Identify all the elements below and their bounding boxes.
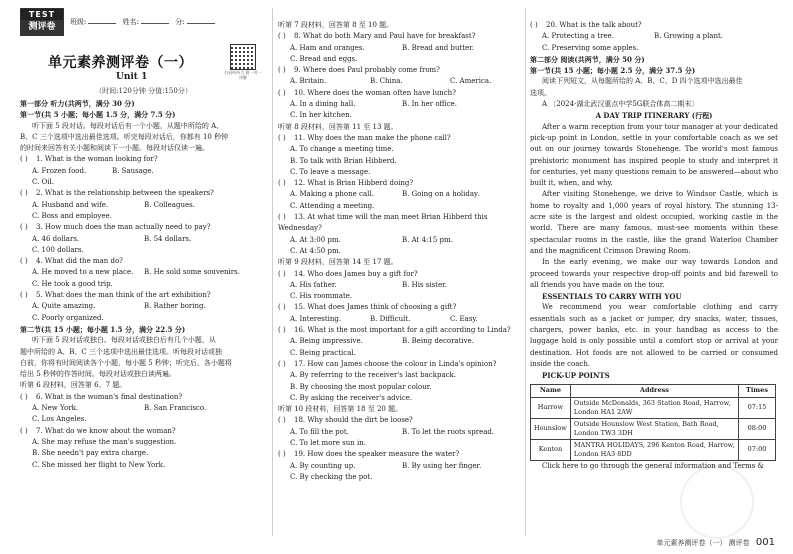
- instruction-line: 阅读下列短文，从每题所给的 A、B、C、D 四个选项中选出最佳: [542, 77, 743, 86]
- options-row: [278, 246, 520, 257]
- title-block: [20, 36, 267, 80]
- options-row: [278, 76, 520, 87]
- option-c: C. In her kitchen.: [290, 111, 352, 120]
- row-name: Kenton: [531, 439, 571, 460]
- option-a: A. In a dining hall.: [290, 100, 356, 109]
- option-c: C. Bread and eggs.: [290, 54, 358, 63]
- answer-bracket[interactable]: ( ): [20, 291, 28, 300]
- row-name: Hounslow: [531, 418, 571, 439]
- option-a: A. His father.: [290, 280, 337, 289]
- option-c: C. America.: [450, 77, 492, 86]
- question-text: 9. Where does Paul probably come from?: [294, 66, 440, 75]
- answer-bracket[interactable]: ( ): [20, 223, 28, 232]
- score-label: 分:: [175, 18, 185, 26]
- options-row: [20, 234, 267, 245]
- option-a: A. 46 dollars.: [32, 234, 80, 243]
- options-row: [278, 461, 520, 472]
- option-c: C. His roommate.: [290, 292, 353, 301]
- instruction-line: 白前，你将有时间阅读各个小题，每小题 5 秒钟；听完后，各小题将: [20, 358, 232, 367]
- question-13: [278, 212, 520, 223]
- option-c: C. Poorly organized.: [32, 313, 104, 322]
- options-row: [20, 301, 267, 312]
- essentials-paragraph: We recommend you wear comfortable clothing and carry essentials such as a jacket or jumper, dry snacks, water, tissues, chargers, power banks, etc. in your handbag as access to the luggage hold is only possible until a comfort stop or arrival at your destination. Hot foods are not allowed to be carried or consumed inside the coach.: [530, 303, 778, 368]
- option-b: B. To let the roots spread.: [402, 427, 495, 436]
- page-footer: [656, 537, 775, 548]
- question-1: [20, 154, 267, 165]
- question-3: [20, 222, 267, 233]
- name-blank[interactable]: [141, 23, 169, 24]
- option-b: B. In her office.: [402, 100, 458, 109]
- question-text: 19. How does the speaker measure the water?: [294, 450, 460, 459]
- option-c: C. Easy.: [450, 314, 478, 323]
- pickup-heading: PICK-UP POINTS: [542, 371, 610, 381]
- options-row: [20, 166, 267, 177]
- row-name: Harrow: [531, 397, 571, 418]
- pickup-table: [530, 384, 776, 461]
- option-b: B. By using her finger.: [402, 461, 482, 470]
- question-text: 6. What is the woman's final destination?: [36, 392, 183, 401]
- options-row: [278, 99, 520, 110]
- page-title: 单元素养测评卷（一）: [48, 55, 193, 71]
- option-c: C. He took a good trip.: [32, 279, 113, 288]
- answer-bracket[interactable]: ( ): [278, 66, 286, 75]
- question-text: 13. At what time will the man meet Brian Hibberd this: [294, 213, 488, 222]
- option-c: C. Boss and employee.: [32, 211, 112, 220]
- question-text: 3. How much does the man actually need to pay?: [36, 223, 211, 232]
- column-3: [530, 20, 778, 472]
- option-a: A. Making a phone call.: [290, 190, 374, 199]
- question-text: 8. What do both Mary and Paul have for breakfast?: [294, 32, 476, 41]
- option-a: A. By referring to the receiver's last backpack.: [290, 371, 457, 380]
- option-a: A. New York.: [32, 404, 79, 413]
- passage-paragraph: After a warm reception from your tour manager at your dedicated pick-up point in London, settle in your comfortable coach as we set out on our journey towards Stonehenge. The world's most famous prehistoric monument has inspired people to study and interpret it for centuries, yet many questions remain to be answered—about who built it, when, and why.: [530, 122, 778, 188]
- options-row: [278, 189, 520, 200]
- question-17: [278, 359, 520, 370]
- question-6: [20, 392, 267, 403]
- option-b: B. At 4:15 pm.: [402, 235, 453, 244]
- answer-bracket[interactable]: ( ): [20, 392, 28, 401]
- row-address: Outside McDonalds, 363 Station Road, Harrow, London HA1 2AW: [570, 397, 738, 418]
- option-c: C. Attending a meeting.: [290, 201, 375, 210]
- option-b: B. By choosing the most popular colour.: [290, 382, 432, 391]
- unit-label: Unit 1: [116, 72, 148, 82]
- option-c: C. At 4:50 pm.: [290, 246, 341, 255]
- options-row: [278, 280, 520, 291]
- part-heading: 第一部分 听力(共两节，满分 30 分): [20, 99, 135, 108]
- option-c: C. 100 dollars.: [32, 245, 84, 254]
- stamp-watermark-icon: [680, 465, 754, 539]
- material-heading: 听第 6 段材料，回答第 6、7 题。: [20, 381, 127, 390]
- row-time: 07:00: [739, 439, 776, 460]
- question-text: 16. What is the most important for a gift according to Linda?: [294, 326, 511, 335]
- option-a: A. Frozen food.: [32, 166, 87, 175]
- student-fields: [70, 17, 219, 27]
- question-text: 1. What is the woman looking for?: [36, 155, 158, 164]
- time-score-info: （时间:120分钟 分值:150分）: [95, 87, 192, 95]
- material-heading: 听第 9 段材料，回答第 14 至 17 题。: [278, 258, 398, 267]
- option-a: A. Quite amazing.: [32, 302, 96, 311]
- answer-bracket[interactable]: ( ): [278, 450, 286, 459]
- question-9: [278, 65, 520, 76]
- test-logo: [20, 8, 64, 36]
- answer-bracket[interactable]: ( ): [278, 179, 286, 188]
- question-text: 12. What is Brian Hibberd doing?: [294, 179, 414, 188]
- logo-top-text: TEST: [21, 9, 63, 20]
- row-time: 07:15: [739, 397, 776, 418]
- instruction-line: 选项。: [530, 88, 551, 97]
- class-blank[interactable]: [88, 23, 116, 24]
- material-heading: 听第 8 段材料，回答第 11 至 13 题。: [278, 122, 398, 131]
- options-row: [278, 54, 520, 65]
- answer-bracket[interactable]: ( ): [20, 155, 28, 164]
- passage-paragraph: In the early evening, we make our way towards London and proceed towards your respective drop-off points and bid farewell to all friends you have made on the tour.: [530, 258, 778, 289]
- score-blank[interactable]: [187, 23, 215, 24]
- option-c: C. She missed her flight to New York.: [32, 460, 166, 469]
- option-a: A. Ham and oranges.: [290, 43, 365, 52]
- instruction-line: 给出 5 秒钟的作答时间。每段对话或独白读两遍。: [20, 370, 176, 379]
- passage-title: A DAY TRIP ITINERARY (行程): [595, 111, 713, 121]
- option-c: C. Los Angeles.: [32, 415, 87, 424]
- option-a: A. He moved to a new place.: [32, 268, 134, 277]
- options-row: [278, 43, 520, 54]
- option-c: C. To leave a message.: [290, 167, 371, 176]
- option-b: B. His sister.: [402, 280, 447, 289]
- option-a: A. Interesting.: [290, 314, 342, 323]
- question-20: [530, 20, 778, 31]
- answer-bracket[interactable]: ( ): [278, 416, 286, 425]
- qr-caption: 扫码听听力 附一对一讲解: [224, 70, 262, 80]
- question-10: [278, 88, 520, 99]
- passage-last-line: Click here to go through the general information and Terms &: [542, 461, 764, 470]
- option-b: B. Difficult.: [370, 314, 411, 323]
- name-label: 姓名:: [122, 18, 139, 26]
- essentials-heading: ESSENTIALS TO CARRY WITH YOU: [542, 292, 682, 302]
- answer-bracket[interactable]: ( ): [530, 21, 538, 29]
- question-text: 7. What do we know about the woman?: [36, 426, 176, 435]
- options-row: [20, 403, 267, 414]
- options-row: [20, 267, 267, 278]
- column-divider: [272, 8, 273, 536]
- question-12: [278, 178, 520, 189]
- passage-label: A 〔2024·湖北武汉重点中学5G联合体高二期末〕: [542, 100, 699, 109]
- header-bar: [20, 8, 267, 36]
- question-text: 10. Where does the woman often have lunch?: [294, 88, 456, 97]
- question-14: [278, 269, 520, 280]
- options-row: [20, 177, 267, 188]
- option-b: B. China.: [370, 77, 403, 86]
- options-row: [278, 110, 520, 121]
- options-row: [278, 314, 520, 325]
- option-a: A. At 3:00 pm.: [290, 235, 341, 244]
- question-text: 4. What did the man do?: [36, 257, 123, 266]
- question-7: [20, 426, 267, 437]
- option-c: C. By checking the pot.: [290, 472, 373, 481]
- option-c: C. By asking the receiver's advice.: [290, 393, 413, 402]
- answer-bracket[interactable]: ( ): [20, 426, 28, 435]
- options-row: [20, 414, 267, 425]
- answer-bracket[interactable]: ( ): [278, 213, 286, 222]
- part-heading: 第二部分 阅读(共两节，满分 50 分): [530, 54, 645, 64]
- column-header-address: Address: [570, 384, 738, 397]
- option-a: A. By counting up.: [290, 461, 356, 470]
- question-2: [20, 188, 267, 199]
- answer-bracket[interactable]: ( ): [278, 32, 286, 41]
- option-b: B. Being decorative.: [402, 337, 474, 346]
- option-c: C. Oil.: [32, 178, 54, 187]
- answer-bracket[interactable]: ( ): [278, 359, 286, 368]
- options-row: [278, 235, 520, 246]
- option-c: C. Preserving some apples.: [542, 43, 639, 52]
- question-text: 14. Who does James buy a gift for?: [294, 269, 418, 278]
- passage-paragraph: After visiting Stonehenge, we drive to Windsor Castle, which is home to royalty and 1,000 years of royal history. The stunning 13-acre site is the largest and oldest occupied, working castle in the world. There are many famous, must-see moments within these spectacular rooms in the castle, like the grand Waterloo Chamber and the magnificent Crimson Drawing Room.: [530, 190, 778, 255]
- footer-label: 单元素养测评卷（一） 测评卷: [656, 539, 752, 547]
- question-text: 18. Why should the dirt be loose?: [294, 416, 413, 425]
- question-19: [278, 449, 520, 460]
- options-row: [278, 336, 520, 347]
- question-text: 20. What is the talk about?: [546, 21, 642, 29]
- option-b: B. He sold some souvenirs.: [144, 268, 240, 277]
- options-row: [20, 313, 267, 324]
- options-row: [278, 348, 520, 359]
- option-b: B. Bread and butter.: [402, 43, 475, 52]
- logo-bottom-text: 测评卷: [21, 20, 63, 35]
- page-number: 001: [755, 537, 775, 548]
- answer-bracket[interactable]: ( ): [278, 303, 286, 312]
- class-label: 班级:: [70, 18, 87, 26]
- option-a: A. Husband and wife.: [32, 200, 109, 209]
- instruction-line: 听下面 5 段对话或独白。每段对话或独白后有几个小题，从: [32, 336, 216, 345]
- option-c: C. Being practical.: [290, 348, 356, 357]
- section-heading: 第二节(共 15 小题；每小题 1.5 分，满分 22.5 分): [20, 324, 186, 334]
- option-c: C. To let more sun in.: [290, 438, 366, 447]
- question-18: [278, 415, 520, 426]
- option-b: B. San Francisco.: [144, 404, 207, 413]
- options-row: [278, 427, 520, 438]
- instruction-line: 题中所给的 A、B、C 三个选项中选出最佳选项。听每段对话或独: [20, 347, 223, 356]
- question-8: [278, 31, 520, 42]
- option-a: A. To change a meeting time.: [290, 145, 394, 154]
- options-row: [530, 31, 778, 42]
- question-text: 15. What does James think of choosing a gift?: [294, 303, 457, 312]
- option-b: B. 54 dollars.: [144, 234, 192, 243]
- section-heading: 第一节(共 5 小题；每小题 1.5 分，满分 7.5 分): [20, 110, 176, 120]
- instruction-line: 的时间来回答有关小题和阅读下一小题。每段对话仅读一遍。: [20, 144, 209, 153]
- option-b: B. Rather boring.: [144, 302, 206, 311]
- answer-bracket[interactable]: ( ): [20, 189, 28, 198]
- answer-bracket[interactable]: ( ): [278, 133, 286, 142]
- question-11: [278, 133, 520, 144]
- option-a: A. Protecting a tree.: [542, 32, 614, 41]
- column-header-times: Times: [739, 384, 776, 397]
- row-address: MANTRA HOLIDAYS, 296 Kenton Road, Harrow, London HA3 8DD: [570, 439, 738, 460]
- answer-bracket[interactable]: ( ): [278, 269, 286, 278]
- answer-bracket[interactable]: ( ): [20, 257, 28, 266]
- column-header-name: Name: [531, 384, 571, 397]
- table-header-row: [531, 384, 776, 397]
- option-b: B. Sausage.: [112, 166, 154, 175]
- row-address: Outside Hounslow West Station, Bath Road, London TW3 3DH: [570, 418, 738, 439]
- option-b: B. Going on a holiday.: [402, 190, 480, 199]
- option-a: A. Britain.: [290, 77, 327, 86]
- options-row: [530, 43, 778, 54]
- option-b: B. She needn't pay extra charge.: [32, 449, 149, 458]
- column-1: [20, 0, 267, 471]
- option-b: B. Growing a plant.: [654, 32, 724, 41]
- option-a: A. To fill the pot.: [290, 427, 349, 436]
- material-heading: 听第 7 段材料，回答第 8 至 10 题。: [278, 21, 394, 29]
- table-row: [531, 418, 776, 439]
- column-2: [278, 20, 520, 483]
- table-row: [531, 397, 776, 418]
- options-row: [20, 200, 267, 211]
- option-b: B. To talk with Brian Hibberd.: [290, 156, 397, 165]
- section-heading: 第一节(共 15 小题；每小题 2.5 分，满分 37.5 分): [530, 66, 696, 76]
- option-a: A. She may refuse the man's suggestion.: [32, 437, 177, 446]
- answer-bracket[interactable]: ( ): [278, 88, 286, 97]
- option-b: B. Colleagues.: [144, 200, 195, 209]
- question-16: [278, 325, 520, 336]
- question-text-continued: Wednesday?: [278, 224, 322, 233]
- question-5: [20, 290, 267, 301]
- question-text: 11. Why does the man make the phone call?: [294, 133, 451, 142]
- options-row: [278, 201, 520, 212]
- options-row: [20, 279, 267, 290]
- option-a: A. Being impressive.: [290, 337, 363, 346]
- question-15: [278, 302, 520, 313]
- options-row: [278, 291, 520, 302]
- table-row: [531, 439, 776, 460]
- options-row: [278, 438, 520, 449]
- question-4: [20, 256, 267, 267]
- options-row: [278, 472, 520, 483]
- instruction-line: B、C 三个选项中选出最佳选项。听完每段对话后，你都有 10 秒钟: [20, 132, 229, 141]
- row-time: 08:00: [739, 418, 776, 439]
- question-text: 2. What is the relationship between the speakers?: [36, 189, 214, 198]
- options-row: [20, 245, 267, 256]
- column-divider: [525, 8, 526, 536]
- options-row: [20, 211, 267, 222]
- question-text: 17. How can James choose the colour in Linda's opinion?: [294, 359, 497, 368]
- question-text: 5. What does the man think of the art exhibition?: [36, 291, 211, 300]
- instruction-line: 听下面 5 段对话。每段对话后有一个小题，从题中所给的 A、: [32, 121, 224, 130]
- answer-bracket[interactable]: ( ): [278, 326, 286, 335]
- qr-code-icon[interactable]: [230, 44, 256, 70]
- material-heading: 听第 10 段材料，回答第 18 至 20 题。: [278, 405, 403, 414]
